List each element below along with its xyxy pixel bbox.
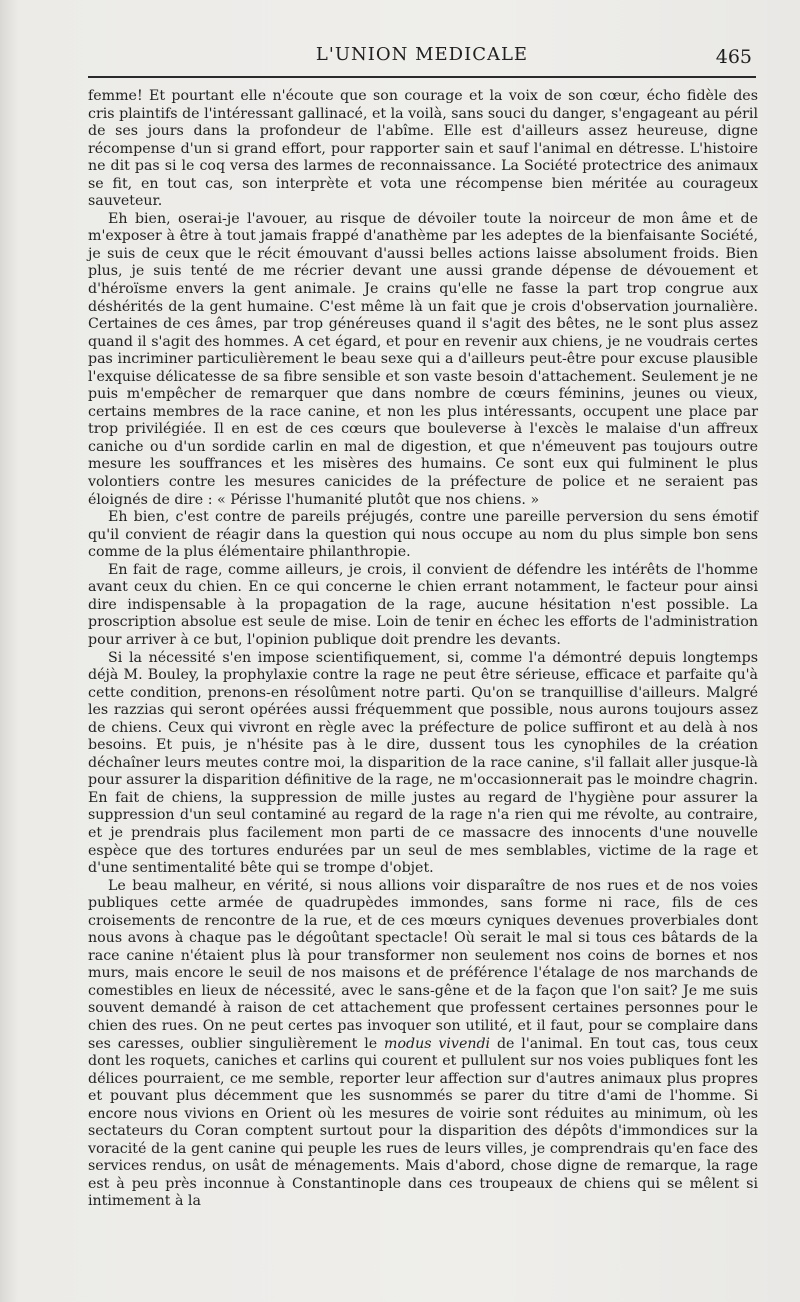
text-run: de l'animal. En tout cas, tous ceux dont les roquets, caniches et carlins qui courent et pullulent sur nos voies publiques font les délices pourraient, ce me semble, reporter leur affection sur d'autres animaux plus propres et pouvant plus décemment que les susnommés se parer du titre d'ami de l'homme. Si encore nous vivions en Orient où les mesures de voirie sont réduites au minimum, où les sectateurs du Coran comptent surtout pour la disparition des dépôts d'immondices sur la voracité de la gent canine qui peuple les rues de leurs villes, je comprendrais qu'en face des services rendus, on usât de ménagements. Mais d'abord, chose digne de remarque, la rage est à peu près inconnue à Constantinople dans ces troupeaux de chiens qui se mêlent si intimement à la — [88, 1035, 759, 1210]
paragraph: Eh bien, oserai-je l'avouer, au risque de dévoiler toute la noirceur de mon âme et de m'exposer à être à tout jamais frappé d'anathème par les adeptes de la bienfaisante Société, je suis de ceux que le récit émouvant d'aussi belles actions laisse absolument froids. Bien plus, je suis tenté de me récrier devant une aussi grande dépense de dévouement et d'héroïsme envers la gent animale. Je crains qu'elle ne fasse la part trop congrue aux déshérités de la gent humaine. C'est même là un fait que je crois d'observation journalière. Certaines de ces âmes, par trop généreuses quand il s'agit des bêtes, ne le sont plus assez quand il s'agit des hommes. A cet égard, et pour en revenir aux chiens, je ne voudrais certes pas incriminer particulièrement le beau sexe qui a d'ailleurs peut-être pour excuse plausible l'exquise délicatesse de sa fibre sensible et son vaste besoin d'attachement. Seulement je ne puis m'empêcher de remarquer que dans nombre de cœurs féminins, jeunes ou vieux, certains membres de la race canine, et non les plus intéressants, occupent une place par trop privilégiée. Il en est de ces cœurs que bouleverse à l'excès le malaise d'un affreux caniche ou d'un sordide carlin en mal de digestion, et que n'émeuvent pas toujours outre mesure les souffrances et les misères des humains. Ce sont eux qui fulminent le plus volontiers contre les mesures canicides de la préfecture de police et ne seraient pas éloignés de dire : « Périsse l'humanité plutôt que nos chiens. » — [88, 210, 758, 508]
body-text — [88, 88, 758, 1211]
paragraph: Eh bien, c'est contre de pareils préjugés, contre une pareille perversion du sens émotif qu'il convient de réagir dans la question qui nous occupe au nom du plus simple bon sens comme de la plus élémentaire philanthropie. — [88, 509, 758, 561]
paragraph-last — [88, 878, 758, 1211]
page-number: 465 — [715, 46, 752, 68]
running-title: L'UNION MEDICALE — [315, 44, 529, 65]
page-header — [86, 40, 758, 74]
paragraph: femme! Et pourtant elle n'écoute que son courage et la voix de son cœur, écho fidèle des cris plaintifs de l'intéressant gallinacé, et la voilà, sans souci du danger, s'engageant au péril de ses jours dans la profondeur de l'abîme. Elle est d'ailleurs assez heureuse, digne récompense d'un si grand effort, pour rapporter sain et sauf l'animal en détresse. L'histoire ne dit pas si le coq versa des larmes de reconnaissance. La Société protectrice des animaux se fit, en tout cas, son interprète et vota une récompense bien méritée au courageux sauveteur. — [88, 88, 758, 210]
header-rule — [88, 76, 756, 78]
text-run: Le beau malheur, en vérité, si nous allions voir disparaître de nos rues et de nos voies publiques cette armée de quadrupèdes immondes, sans forme ni race, fils de ces croisements de rencontre de la rue, et de ces mœurs cyniques devenues proverbiales dont nous avons à chaque pas le dégoûtant spectacle! Où serait le mal si tous ces bâtards de la race canine n'étaient plus là pour transformer non seulement nos coins de bornes et nos murs, mais encore le seuil de nos maisons et de préférence l'étalage de nos marchands de comestibles en lieux de nécessité, avec le sans-gêne et de la façon que l'on sait? Je me suis souvent demandé à raison de cet attachement que professent certaines personnes pour le chien des rues. On ne peut certes pas invoquer son utilité, et il faut, pour se complaire dans ses caresses, oublier singulièrement le — [88, 877, 758, 1052]
paragraph: Si la nécessité s'en impose scientifiquement, si, comme l'a démontré depuis longtemps déjà M. Bouley, la prophylaxie contre la rage ne peut être sérieuse, efficace et parfaite qu'à cette condition, prenons-en résolûment notre parti. Qu'on se tranquillise d'ailleurs. Malgré les razzias qui seront opérées aussi fréquemment que possible, nous aurons toujours assez de chiens. Ceux qui vivront en règle avec la préfecture de police suffiront et au delà à nos besoins. Et puis, je n'hésite pas à le dire, dussent tous les cynophiles de la création déchaîner leurs meutes contre moi, la disparition de la race canine, s'il fallait aller jusque-là pour assurer la disparition définitive de la rage, ne m'occasionnerait pas le moindre chagrin. En fait de chiens, la suppression de mille justes au regard de l'hygiène pour assurer la suppression d'un seul contaminé au regard de la rage n'a rien qui me révolte, au contraire, et je prendrais plus facilement mon parti de ce massacre des innocents d'une nouvelle espèce que des tortures endurées par un seul de mes semblables, victime de la rage et d'une sentimentalité bête qui se trompe d'objet. — [88, 649, 758, 877]
italic-phrase: modus vivendi — [384, 1035, 491, 1052]
paragraph: En fait de rage, comme ailleurs, je crois, il convient de défendre les intérêts de l'homme avant ceux du chien. En ce qui concerne le chien errant notamment, le facteur pour ainsi dire indispensable à la propagation de la rage, aucune hésitation n'est possible. La proscription absolue est seule de mise. Loin de tenir en échec les efforts de l'administration pour arriver à ce but, l'opinion publique doit prendre les devants. — [88, 561, 758, 648]
